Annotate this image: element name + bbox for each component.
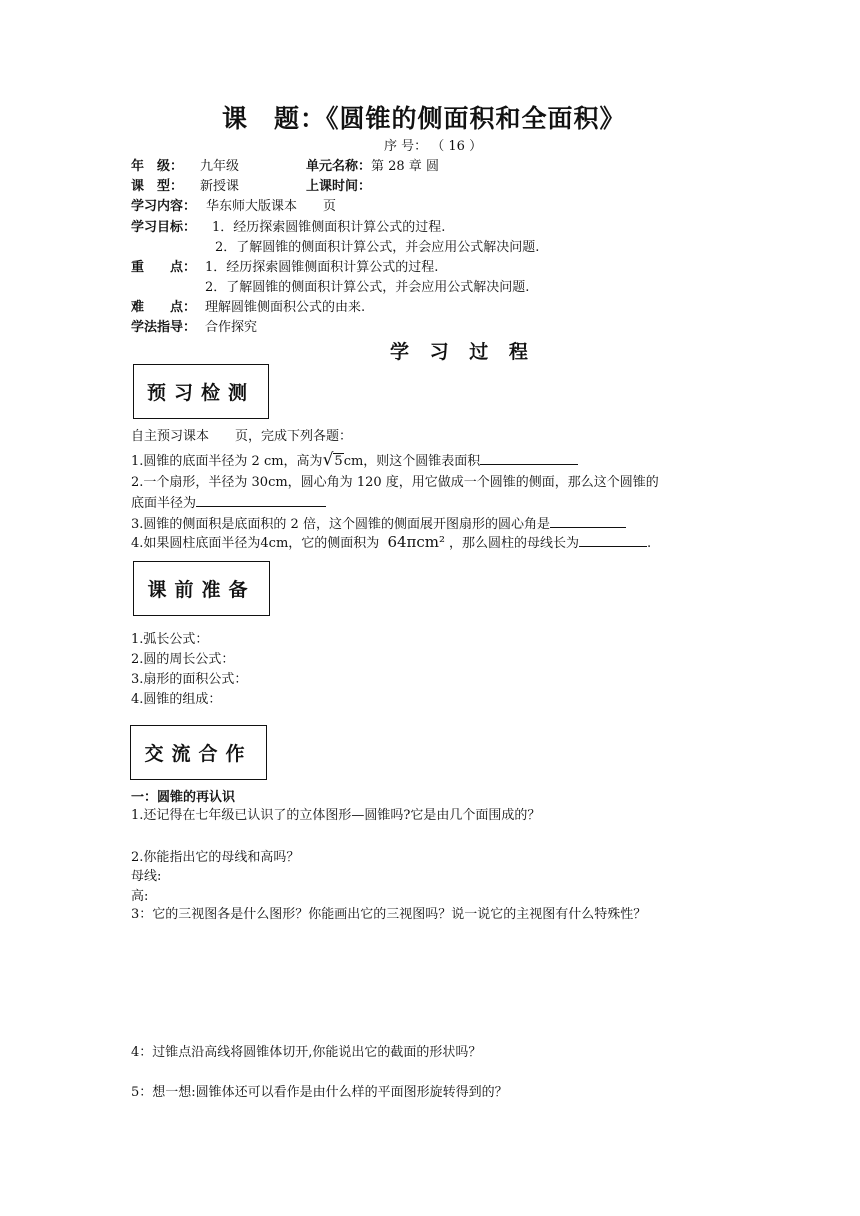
type-value: 新授课: [200, 179, 240, 194]
q4-end: .: [647, 536, 652, 551]
preview-question-2a: 2.一个扇形，半径为 30cm，圆心角为 120 度，用它做成一个圆锥的侧面，那么这个圆锥的: [131, 475, 659, 490]
unit-value: 第 28 章 圆: [371, 159, 439, 174]
height-label: 高:: [131, 889, 149, 904]
grade-value: 九年级: [200, 159, 240, 174]
method-value: 合作探究: [205, 320, 258, 335]
type-label: 课 型：: [131, 179, 184, 194]
q3-answer-blank[interactable]: [550, 515, 626, 528]
q1-text-a: 1.圆锥的底面半径为 2 cm，高为: [131, 454, 323, 469]
prep-item-1: 1.弧长公式：: [131, 632, 209, 647]
q4-answer-blank[interactable]: [579, 534, 647, 547]
method-label: 学法指导：: [131, 320, 197, 335]
time-label: 上课时间：: [306, 179, 372, 194]
preview-question-4: [131, 534, 651, 552]
cooperation-question-3: 3：它的三视图各是什么图形？你能画出它的三视图吗？说一说它的主视图有什么特殊性？: [131, 907, 647, 922]
q2-answer-blank[interactable]: [196, 494, 326, 507]
serial-number: 序 号： （ 16 ）: [384, 139, 483, 154]
section-box-preview-label: 预习检测: [146, 382, 255, 404]
prep-item-2: 2.圆的周长公式：: [131, 652, 235, 667]
prep-item-4: 4.圆锥的组成：: [131, 692, 222, 707]
generatrix-label: 母线:: [131, 869, 162, 884]
q4-text-b: ，那么圆柱的母线长为: [449, 536, 580, 551]
unit-label: 单元名称：: [306, 159, 372, 174]
preview-intro: 自主预习课本 页，完成下列各题：: [131, 429, 353, 444]
section-box-preparation-label: 课前准备: [147, 579, 256, 601]
sqrt-expression: √5: [322, 450, 343, 470]
cooperation-question-5: 5：想一想:圆锥体还可以看作是由什么样的平面图形旋转得到的？: [131, 1085, 508, 1100]
sqrt-radicand: 5: [334, 454, 343, 469]
q3-text: 3.圆锥的侧面积是底面积的 2 倍，这个圆锥的侧面展开图扇形的圆心角是: [131, 517, 550, 532]
q1-answer-blank[interactable]: [480, 452, 578, 465]
key-item-1: 1．经历探索圆锥侧面积计算公式的过程.: [205, 260, 439, 275]
prep-item-3: 3.扇形的面积公式：: [131, 672, 248, 687]
preview-question-3: [131, 515, 626, 533]
content-label: 学习内容：: [131, 199, 197, 214]
goal-item-1: 1．经历探索圆锥侧面积计算公式的过程.: [212, 220, 446, 235]
preview-question-1: [131, 452, 578, 470]
hard-value: 理解圆锥侧面积公式的由来.: [205, 300, 366, 315]
section-box-cooperation: [130, 725, 267, 780]
key-item-2: 2．了解圆锥的侧面积计算公式，并会应用公式解决问题.: [205, 280, 530, 295]
grade-label: 年 级：: [131, 159, 184, 174]
cooperation-question-2: 2.你能指出它的母线和高吗？: [131, 850, 300, 865]
q4-text-a: 4.如果圆柱底面半径为4cm，它的侧面积为: [131, 536, 380, 551]
key-label: 重 点：: [131, 260, 197, 275]
section-box-preparation: [133, 561, 270, 616]
goal-item-2: 2．了解圆锥的侧面积计算公式，并会应用公式解决问题.: [215, 240, 540, 255]
cooperation-question-4: 4：过锥点沿高线将圆锥体切开,你能说出它的截面的形状吗？: [131, 1045, 482, 1060]
section-box-cooperation-label: 交流合作: [144, 743, 253, 765]
goal-label: 学习目标：: [131, 220, 197, 235]
q4-math-expression: 64πcm²: [387, 533, 446, 551]
page-title: 课 题：《圆锥的侧面积和全面积》: [222, 104, 626, 133]
cooperation-question-1: 1.还记得在七年级已认识了的立体图形—圆锥吗?它是由几个面围成的？: [131, 808, 541, 823]
q1-text-b: cm，则这个圆锥表面积: [343, 454, 481, 469]
cooperation-subheading: 一：圆锥的再认识: [131, 790, 236, 805]
q2-text-b: 底面半径为: [131, 496, 197, 511]
content-value: 华东师大版课本 页: [206, 199, 337, 214]
section-box-preview: [133, 364, 269, 419]
hard-label: 难 点：: [131, 300, 197, 315]
preview-question-2b: [131, 494, 326, 512]
process-heading: 学 习 过 程: [390, 341, 535, 363]
